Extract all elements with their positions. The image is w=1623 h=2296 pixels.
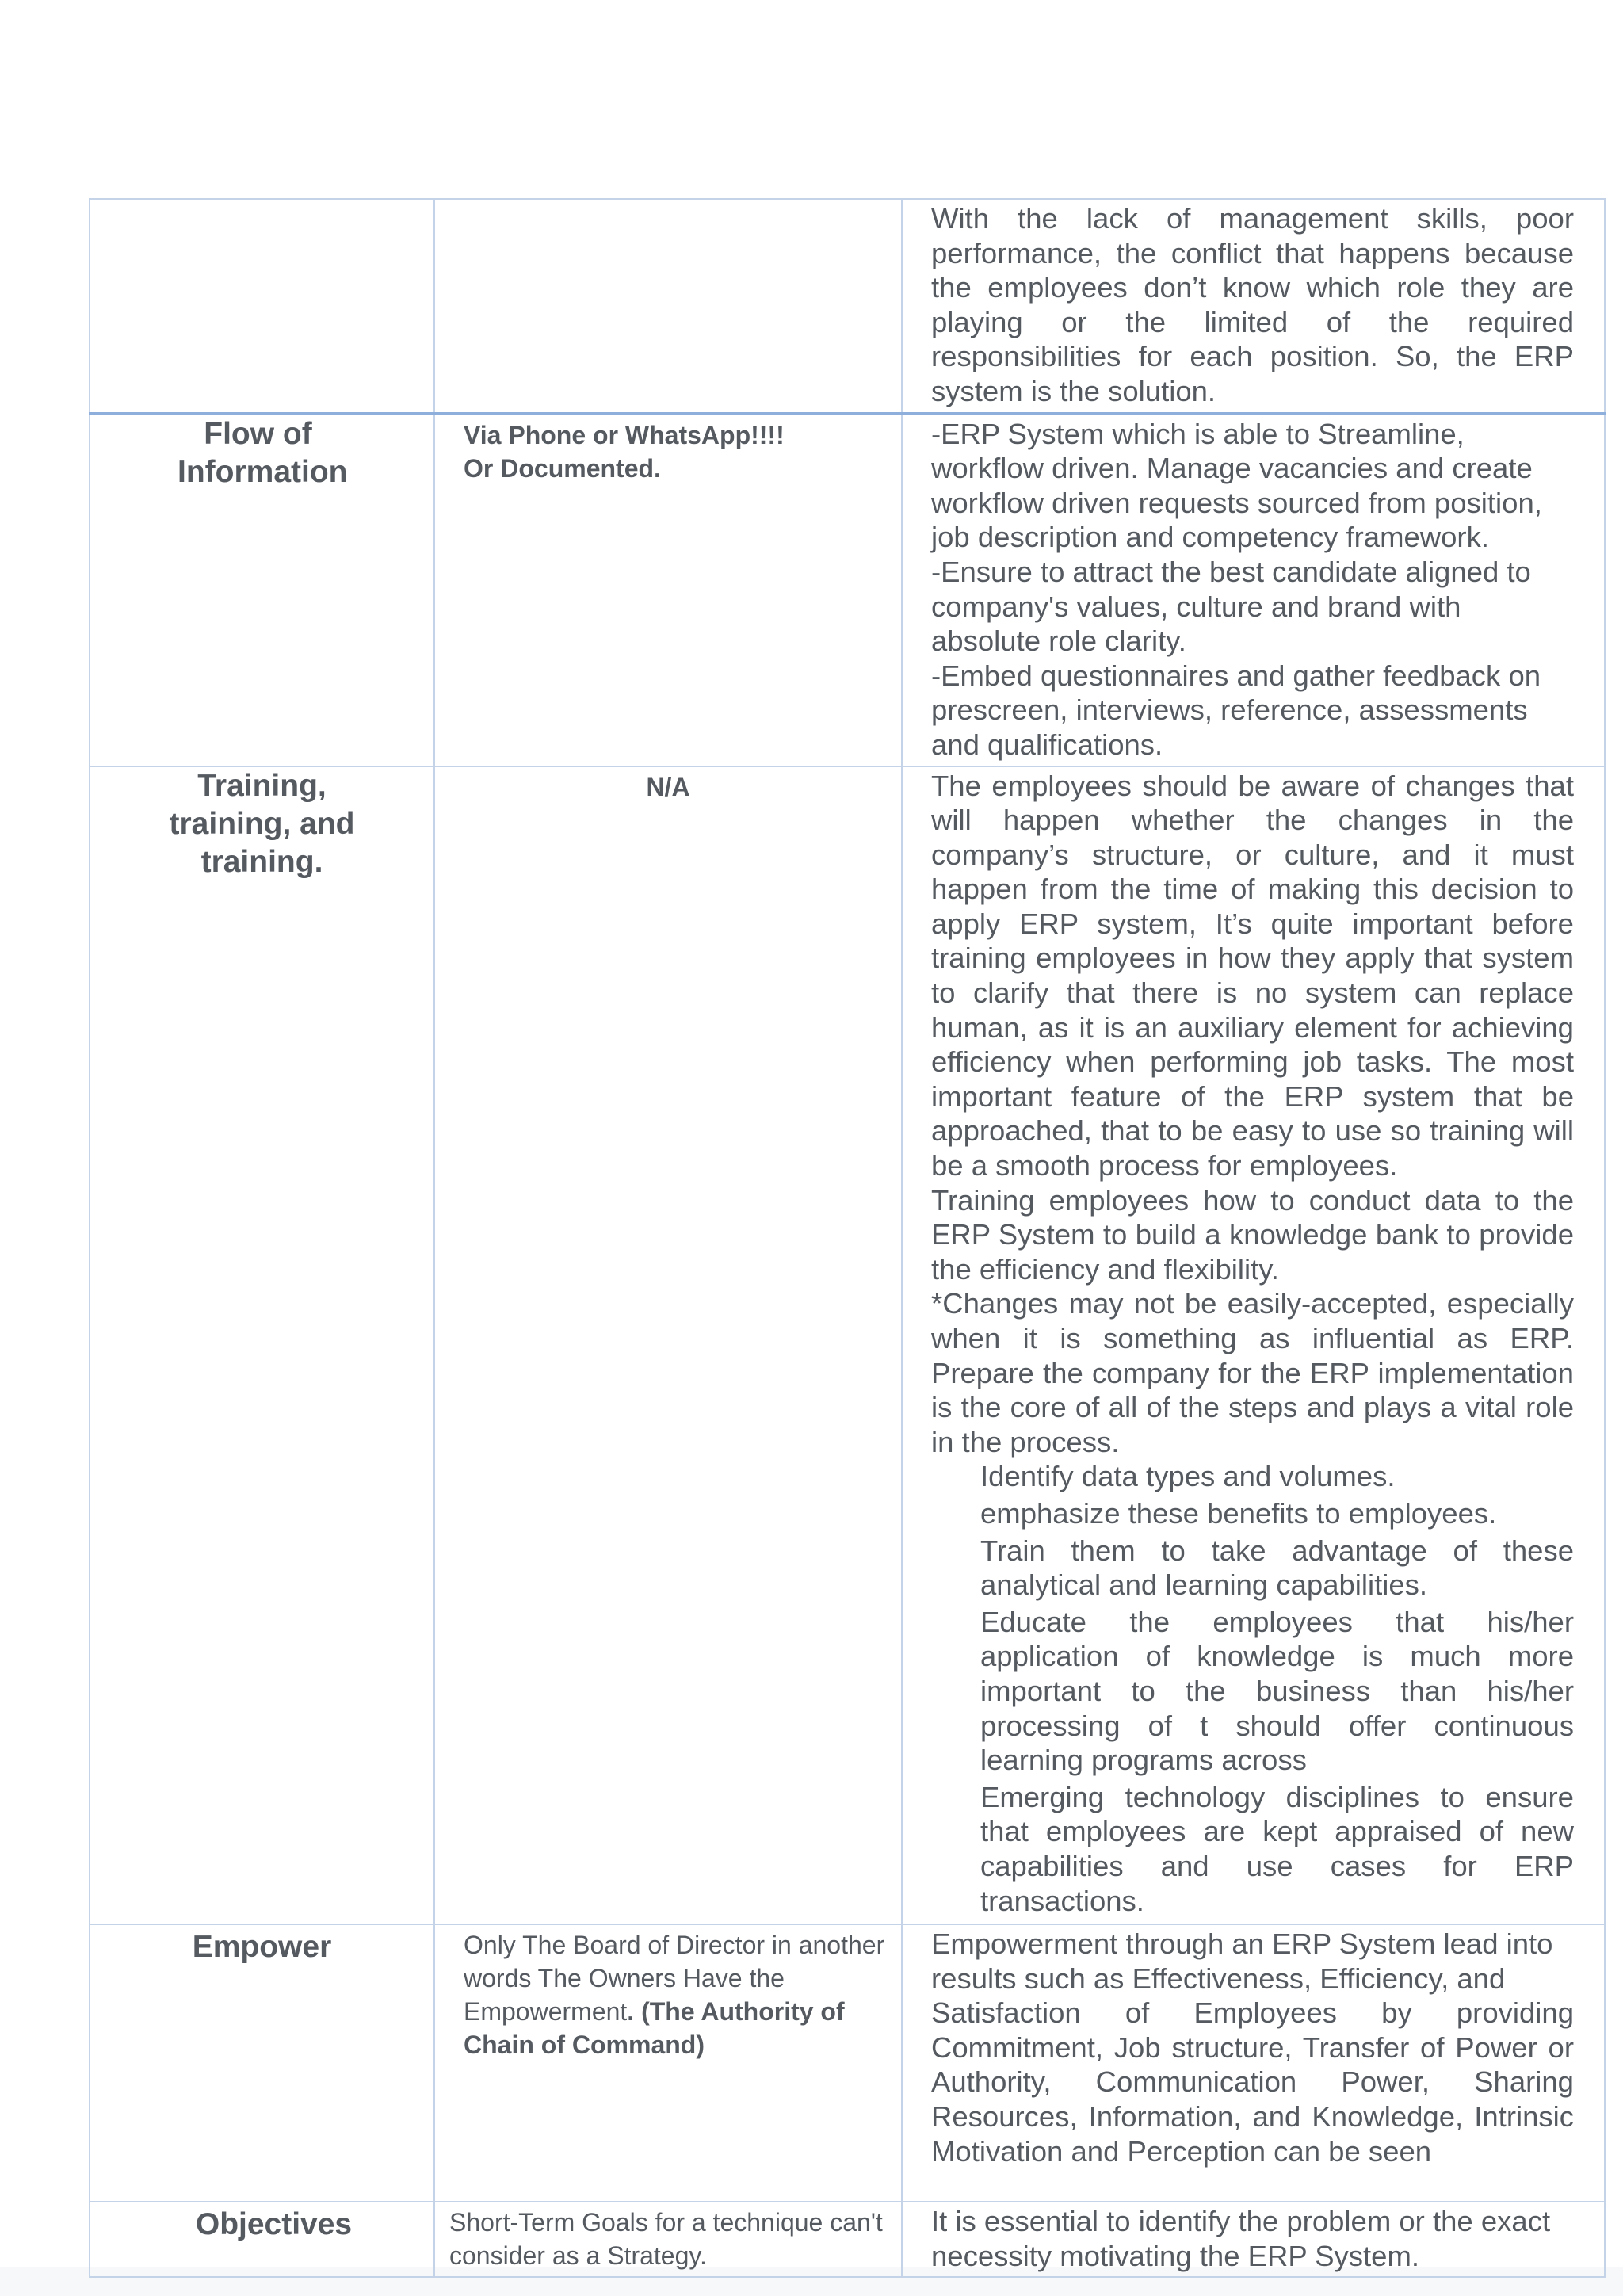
solution-paragraph: -ERP System which is able to Streamline, workflow driven. Manage vacancies and create workflow driven requests sourced from position, job description and competency framework. [931,417,1542,554]
topic-cell [90,414,434,766]
current-text: Short-Term Goals for a technique can't consider as a Strategy. [449,2208,883,2271]
table-row [90,414,1605,766]
solution-paragraph: *Changes may not be easily-accepted, especially when it is something as influential as ERP. Prepare the company for the ERP implementation is the core of all of the steps and plays a vital role in the process. [931,1287,1574,1458]
current-cell [434,766,902,1925]
training-steps-list [931,1459,1574,1918]
topic-training: Training, training, and training. [169,768,355,879]
table-row [90,199,1605,414]
erp-solutions-table [89,198,1606,2278]
solution-paragraph: Empowerment through an ERP System lead into results such as Effectiveness, Efficiency, and [931,1927,1553,1995]
solution-cell [902,414,1605,766]
list-item: emphasize these benefits to employees. [980,1496,1497,1530]
list-item: Train them to take advantage of these analytical and learning capabilities. [980,1534,1574,1602]
solution-paragraph: -Ensure to attract the best candidate aligned to company's values, culture and brand with absolute role clarity. [931,555,1531,658]
solution-paragraph: The employees should be aware of changes that will happen whether the changes in the company’s structure, or culture, and it must happen from the time of making this decision to apply ERP system, It’s quite important before training employees in how they apply that system to clarify that there is no system can replace human, as it is an auxiliary element for achieving efficiency when performing job tasks. The most important feature of the ERP system that be approached, that to be easy to use so training will be a smooth process for employees. [931,769,1574,1182]
current-cell [434,2202,902,2277]
table-row [90,2202,1605,2277]
topic-cell [90,2202,434,2277]
list-item: Educate the employees that his/her application of knowledge is much more important to the business than his/her processing of t should offer continuous learning programs across [980,1605,1574,1777]
topic-flow-of-information: Flow of Information [178,416,348,489]
current-cell [434,414,902,766]
solution-paragraph: Satisfaction of Employees by providing Commitment, Job structure, Transfer of Power or Authority, Communication Power, Sharing Resources, Information, and Knowledge, Intrinsic Motivation and Perception can be seen [931,1996,1574,2168]
list-item: Identify data types and volumes. [980,1460,1396,1493]
current-line: Or Documented. [464,453,661,483]
current-cell [434,1924,902,2202]
solution-cell [902,766,1605,1925]
solution-paragraph: It is essential to identify the problem or the exact necessity motivating the ERP System. [931,2205,1551,2272]
table-row [90,766,1605,1925]
solution-cell [902,2202,1605,2277]
current-text: Only The Board of Director in another words The Owners Have the Empowerment. (The Authority of Chain of Command) [464,1931,885,2060]
solution-paragraph: Training employees how to conduct data to the ERP System to build a knowledge bank to provide the efficiency and flexibility. [931,1183,1574,1286]
solution-paragraph: With the lack of management skills, poor performance, the conflict that happens because the employees don’t know which role they are playing or the limited of the required responsibilities for each position. So, the ERP system is the solution. [931,202,1574,407]
list-item: Emerging technology disciplines to ensure that employees are kept appraised of new capabilities and use cases for ERP transactions. [980,1780,1574,1917]
topic-empower: Empower [192,1930,332,1965]
table-row [90,1924,1605,2202]
solution-cell [902,1924,1605,2202]
current-cell [434,199,902,414]
topic-cell [90,1924,434,2202]
topic-cell [90,766,434,1925]
topic-objectives: Objectives [195,2207,353,2242]
topic-cell [90,199,434,414]
solution-paragraph: -Embed questionnaires and gather feedback on prescreen, interviews, reference, assessments and qualifications. [931,659,1541,761]
current-text: N/A [646,772,690,801]
solution-cell [902,199,1605,414]
current-line: Via Phone or WhatsApp!!!! [464,420,785,449]
